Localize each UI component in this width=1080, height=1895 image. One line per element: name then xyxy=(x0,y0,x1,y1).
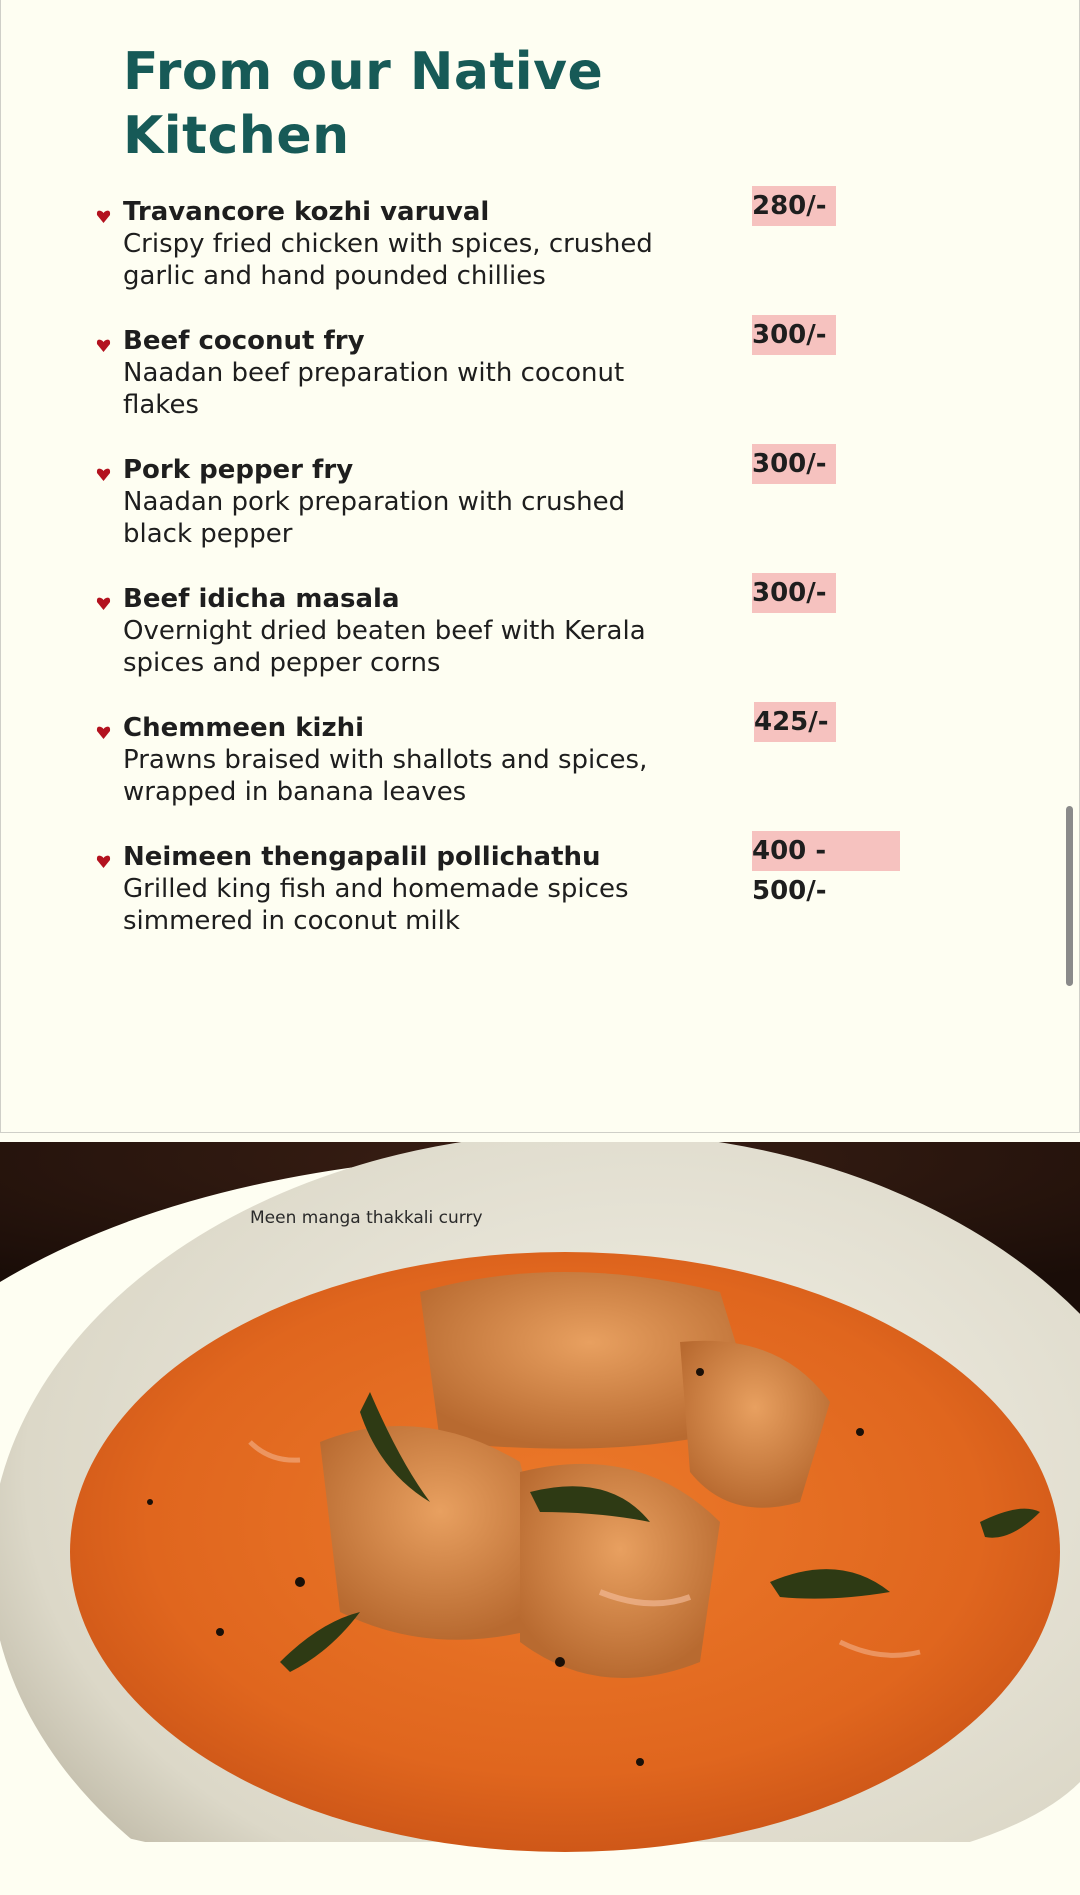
photo-caption: Meen manga thakkali curry xyxy=(250,1208,483,1228)
item-description: Naadan pork preparation with crushed black pepper xyxy=(123,487,626,549)
item-price: 300/- xyxy=(752,444,836,484)
item-name: Neimeen thengapalil pollichathu xyxy=(123,842,601,872)
item-name: Chemmeen kizhi xyxy=(123,713,364,743)
photo-page xyxy=(0,1142,1080,1895)
curry-bowl-photo-icon xyxy=(0,1142,1080,1895)
item-price: 400 - 500/- xyxy=(752,831,900,871)
title-line-2: Kitchen xyxy=(123,106,350,166)
item-price: 300/- xyxy=(752,315,836,355)
item-name: Pork pepper fry xyxy=(123,455,354,485)
item-description: Prawns braised with shallots and spices, wrapped in banana leaves xyxy=(123,745,648,807)
heart-bullet-icon xyxy=(96,855,111,868)
item-description: Grilled king fish and homemade spices simmered in coconut milk xyxy=(123,874,629,936)
section-title xyxy=(123,40,743,168)
heart-bullet-icon xyxy=(96,726,111,739)
heart-bullet-icon xyxy=(96,210,111,223)
heart-bullet-icon xyxy=(96,597,111,610)
title-line-1: From our Native xyxy=(123,42,604,102)
item-name: Travancore kozhi varuval xyxy=(123,197,490,227)
item-price: 300/- xyxy=(752,573,836,613)
item-price: 280/- xyxy=(752,186,836,226)
scrollbar-thumb[interactable] xyxy=(1066,806,1073,986)
heart-bullet-icon xyxy=(96,468,111,481)
item-description: Overnight dried beaten beef with Kerala spices and pepper corns xyxy=(123,616,646,678)
item-price: 425/- xyxy=(754,702,836,742)
item-name: Beef idicha masala xyxy=(123,584,400,614)
page-gap xyxy=(0,1133,1080,1142)
heart-bullet-icon xyxy=(96,339,111,352)
item-description: Naadan beef preparation with coconut flakes xyxy=(123,358,625,420)
item-description: Crispy fried chicken with spices, crushed garlic and hand pounded chillies xyxy=(123,229,653,291)
item-name: Beef coconut fry xyxy=(123,326,365,356)
